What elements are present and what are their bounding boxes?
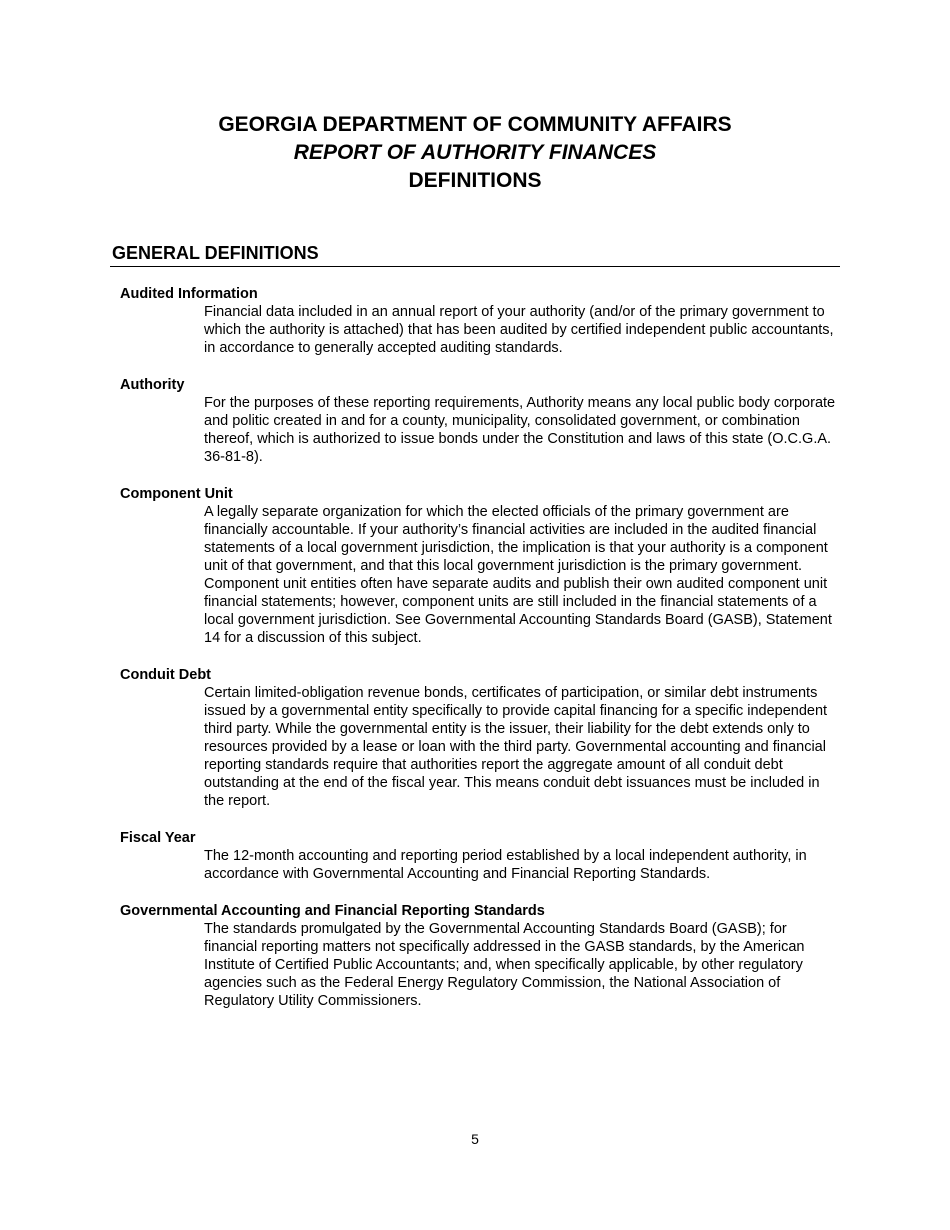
definition-gaap-standards <box>120 902 840 1010</box>
definition-term: Conduit Debt <box>120 667 212 683</box>
section-title: GENERAL DEFINITIONS <box>112 243 319 263</box>
definition-conduit-debt <box>120 666 840 810</box>
definition-term: Component Unit <box>120 486 233 502</box>
definition-fiscal-year <box>120 829 840 883</box>
definitions-list <box>120 285 840 1029</box>
agency-title: GEORGIA DEPARTMENT OF COMMUNITY AFFAIRS <box>218 113 732 136</box>
page-title: DEFINITIONS <box>408 169 542 192</box>
definition-text: Certain limited-obligation revenue bonds, certificates of participation, or similar debt instruments issued by a governmental entity specifically to provide capital financing for a specific independent third party. While the governmental entity is the issuer, their liability for the debt extends only to resources provided by a lease or loan with the third party. Governmental accounting and financial reporting standards require that authorities report the aggregate amount of all conduit debt outstanding at the end of the fiscal year. This means conduit debt issuances must be included in the report. <box>204 685 828 809</box>
report-title: REPORT OF AUTHORITY FINANCES <box>293 141 657 164</box>
definition-audited-information <box>120 285 840 357</box>
definition-text: For the purposes of these reporting requirements, Authority means any local public body corporate and politic created in and for a county, municipality, consolidated government, or combination thereof, which is authorized to issue bonds under the Constitution and laws of this state (O.C.G.A. 36-81-8). <box>204 395 836 465</box>
definition-text: Financial data included in an annual report of your authority (and/or of the primary government to which the authority is attached) that has been audited by certified independent public accountants, in accordance to generally accepted auditing standards. <box>204 304 834 356</box>
definition-component-unit <box>120 485 840 647</box>
definition-text: The 12-month accounting and reporting period established by a local independent authority, in accordance with Governmental Accounting and Financial Reporting Standards. <box>204 848 807 882</box>
page-number: 5 <box>471 1131 479 1147</box>
section-divider <box>110 266 840 267</box>
definition-term: Audited Information <box>120 286 258 302</box>
definition-term: Governmental Accounting and Financial Reporting Standards <box>120 903 545 919</box>
document-header <box>0 111 950 195</box>
definition-text: The standards promulgated by the Governmental Accounting Standards Board (GASB); for financial reporting matters not specifically addressed in the GASB standards, by the American Institute of Certified Public Accountants; and, when specifically applicable, by other regulatory agencies such as the Federal Energy Regulatory Commission, the National Association of Regulatory Utility Commissioners. <box>204 921 805 1009</box>
definition-text: A legally separate organization for which the elected officials of the primary government are financially accountable. If your authority’s financial activities are included in the audited financial statements of a local government jurisdiction, the implication is that your authority is a component unit of that government, and that this local government jurisdiction is the primary government. Component unit entities often have separate audits and publish their own audited component unit financial statements; however, component units are still included in the financial statements of a local government jurisdiction. See Governmental Accounting Standards Board (GASB), Statement 14 for a discussion of this subject. <box>204 504 832 646</box>
definition-term: Fiscal Year <box>120 830 196 846</box>
definition-authority <box>120 376 840 466</box>
definition-term: Authority <box>120 377 185 393</box>
